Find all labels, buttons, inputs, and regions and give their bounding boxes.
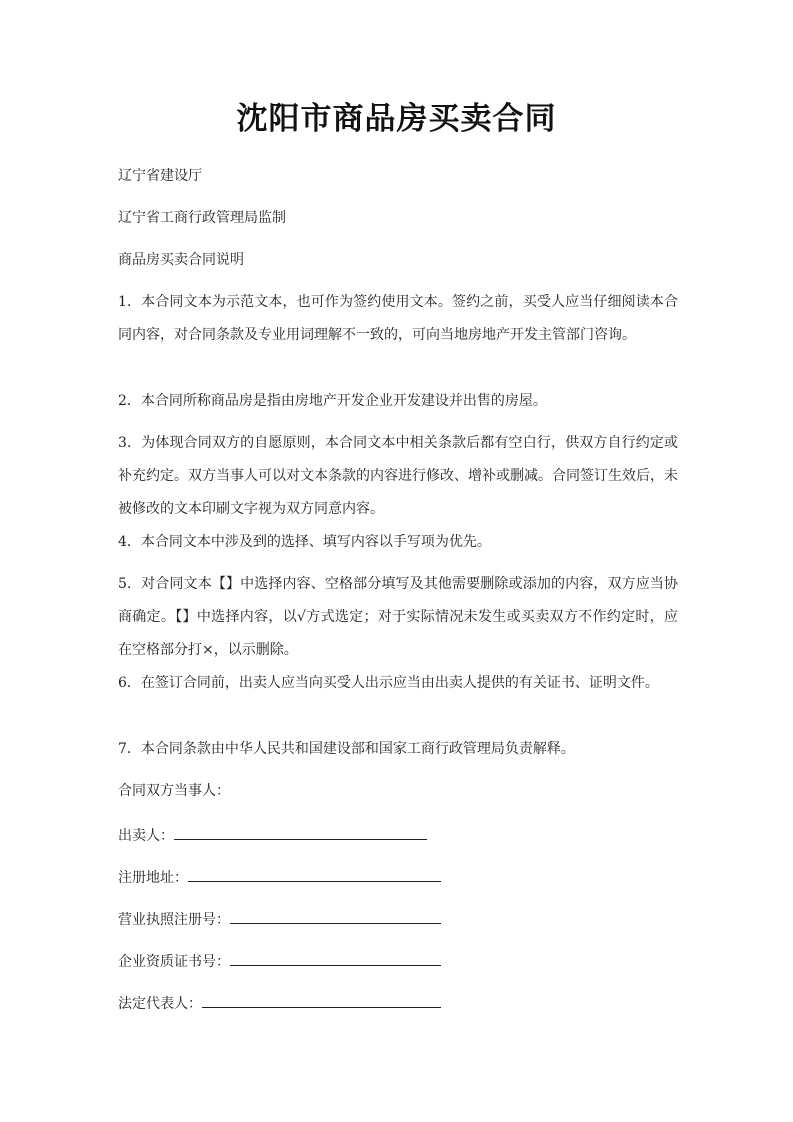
- qualification-cert-label: 企业资质证书号：: [118, 954, 230, 970]
- document-title: 沈阳市商品房买卖合同: [236, 101, 557, 137]
- supervisor-text: 辽宁省工商行政管理局监制: [118, 210, 286, 226]
- issuer-text: 辽宁省建设厅: [118, 168, 202, 184]
- note-7: 7．本合同条款由中华人民共和国建设部和国家工商行政管理局负责解释。: [118, 741, 575, 757]
- note-3: 3．为体现合同双方的自愿原则，本合同文本中相关条款后都有空白行，供双方自行约定或补充约定。双方当事人可以对文本条款的内容进行修改、增补或删减。合同签订生效后，未被修改的文本印刷文字视为双方同意内容。: [118, 435, 678, 517]
- seller-blank[interactable]: [174, 817, 427, 840]
- legal-representative-field: [118, 985, 441, 1021]
- qualification-cert-field: [118, 943, 441, 979]
- business-license-blank[interactable]: [230, 901, 441, 924]
- legal-representative-blank[interactable]: [202, 985, 441, 1008]
- seller-label: 出卖人：: [118, 828, 174, 844]
- business-license-field: [118, 901, 441, 937]
- note-4: 4．本合同文本中涉及到的选择、填写内容以手写项为优先。: [118, 534, 491, 550]
- legal-representative-label: 法定代表人：: [118, 996, 202, 1012]
- note-5: 5．对合同文本【】中选择内容、空格部分填写及其他需要删除或添加的内容，双方应当协商确定。【】中选择内容，以√方式选定；对于实际情况未发生或买卖双方不作约定时，应在空格部分打×，以示删除。: [118, 576, 678, 658]
- business-license-label: 营业执照注册号：: [118, 912, 230, 928]
- registered-address-label: 注册地址：: [118, 870, 188, 886]
- note-1: 1．本合同文本为示范文本，也可作为签约使用文本。签约之前，买受人应当仔细阅读本合同内容，对合同条款及专业用词理解不一致的，可向当地房地产开发主管部门咨询。: [118, 294, 678, 343]
- section-heading: 商品房买卖合同说明: [118, 252, 244, 268]
- qualification-cert-blank[interactable]: [230, 943, 441, 966]
- note-2: 2．本合同所称商品房是指由房地产开发企业开发建设并出售的房屋。: [118, 393, 547, 409]
- registered-address-field: [118, 859, 441, 895]
- note-6: 6．在签订合同前，出卖人应当向买受人出示应当由出卖人提供的有关证书、证明文件。: [118, 675, 659, 691]
- parties-heading: 合同双方当事人：: [118, 783, 230, 799]
- seller-field: [118, 817, 427, 853]
- registered-address-blank[interactable]: [188, 859, 441, 882]
